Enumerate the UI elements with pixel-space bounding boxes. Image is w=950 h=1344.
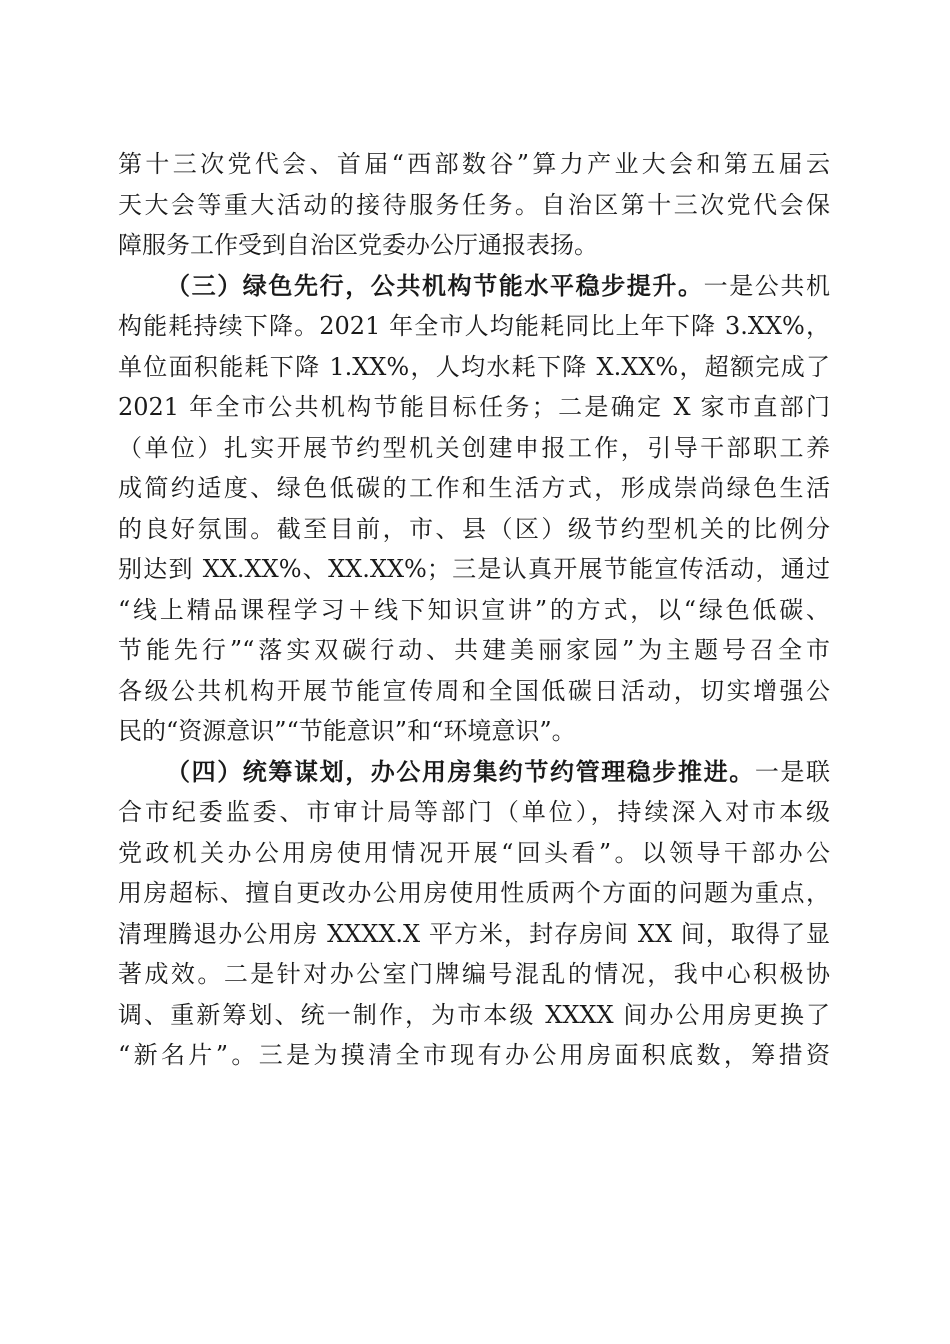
document-body bbox=[118, 144, 830, 1076]
line-text: 民的“资源意识”“节能意识”和“环境意识”。 bbox=[118, 717, 576, 745]
paragraph-line bbox=[118, 590, 830, 631]
paragraph-line bbox=[118, 225, 830, 266]
line-text: 调、重新筹划、统一制作，为市本级 XXXX 间办公用房更换了 bbox=[118, 1000, 830, 1029]
paragraph-line bbox=[118, 468, 830, 509]
paragraph-line bbox=[118, 185, 830, 226]
section-heading: （三）绿色先行，公共机构节能水平稳步提升。 bbox=[166, 270, 704, 300]
line-text: 合市纪委监委、市审计局等部门（单位），持续深入对市本级 bbox=[118, 798, 830, 826]
section-heading-line bbox=[118, 752, 830, 793]
paragraph-line bbox=[118, 428, 830, 469]
section-heading-line bbox=[118, 266, 830, 307]
paragraph-line bbox=[118, 549, 830, 590]
line-text: 的良好氛围。截至目前，市、县（区）级节约型机关的比例分 bbox=[118, 514, 830, 543]
line-text: 节能先行”“落实双碳行动、共建美丽家园”为主题号召全市 bbox=[118, 636, 830, 664]
line-text: “线上精品课程学习＋线下知识宣讲”的方式，以“绿色低碳、 bbox=[118, 595, 830, 624]
paragraph-line bbox=[118, 711, 830, 752]
line-text: （单位）扎实开展节约型机关创建申报工作，引导干部职工养 bbox=[118, 433, 830, 462]
paragraph-line bbox=[118, 833, 830, 874]
line-text: 第十三次党代会、首届“西部数谷”算力产业大会和第五届云 bbox=[118, 150, 830, 178]
paragraph-line bbox=[118, 1035, 830, 1076]
paragraph-line bbox=[118, 630, 830, 671]
paragraph-line bbox=[118, 509, 830, 550]
line-text: 清理腾退办公用房 XXXX.X 平方米，封存房间 XX 间，取得了显 bbox=[118, 919, 830, 948]
paragraph-line bbox=[118, 995, 830, 1036]
paragraph-line bbox=[118, 387, 830, 428]
line-text: “新名片”。三是为摸清全市现有办公用房面积底数，筹措资 bbox=[118, 1041, 830, 1069]
line-text: 天大会等重大活动的接待服务任务。自治区第十三次党代会保 bbox=[118, 190, 830, 219]
line-text: 各级公共机构开展节能宣传周和全国低碳日活动，切实增强公 bbox=[118, 676, 830, 705]
section-heading: （四）统筹谋划，办公用房集约节约管理稳步推进。 bbox=[166, 756, 755, 786]
line-text: 一是联 bbox=[754, 757, 831, 786]
line-text: 用房超标、擅自更改办公用房使用性质两个方面的问题为重点， bbox=[118, 879, 830, 907]
paragraph-line bbox=[118, 671, 830, 712]
paragraph-line bbox=[118, 792, 830, 833]
paragraph-line bbox=[118, 306, 830, 347]
paragraph-line bbox=[118, 914, 830, 955]
paragraph-line bbox=[118, 144, 830, 185]
paragraph-line bbox=[118, 873, 830, 914]
line-text: 一是公共机 bbox=[703, 271, 831, 300]
line-text: 单位面积能耗下降 1.XX%，人均水耗下降 X.XX%，超额完成了 bbox=[118, 352, 830, 381]
line-text: 别达到 XX.XX%、XX.XX%；三是认真开展节能宣传活动，通过 bbox=[118, 555, 830, 583]
line-text: 著成效。二是针对办公室门牌编号混乱的情况，我中心积极协 bbox=[118, 960, 830, 988]
line-text: 2021 年全市公共机构节能目标任务；二是确定 X 家市直部门 bbox=[118, 393, 830, 421]
paragraph-line bbox=[118, 954, 830, 995]
line-text: 障服务工作受到自治区党委办公厅通报表扬。 bbox=[118, 231, 598, 259]
paragraph-line bbox=[118, 347, 830, 388]
line-text: 构能耗持续下降。2021 年全市人均能耗同比上年下降 3.XX%， bbox=[118, 312, 830, 340]
line-text: 党政机关办公用房使用情况开展“回头看”。以领导干部办公 bbox=[118, 838, 830, 867]
line-text: 成简约适度、绿色低碳的工作和生活方式，形成崇尚绿色生活 bbox=[118, 474, 830, 502]
